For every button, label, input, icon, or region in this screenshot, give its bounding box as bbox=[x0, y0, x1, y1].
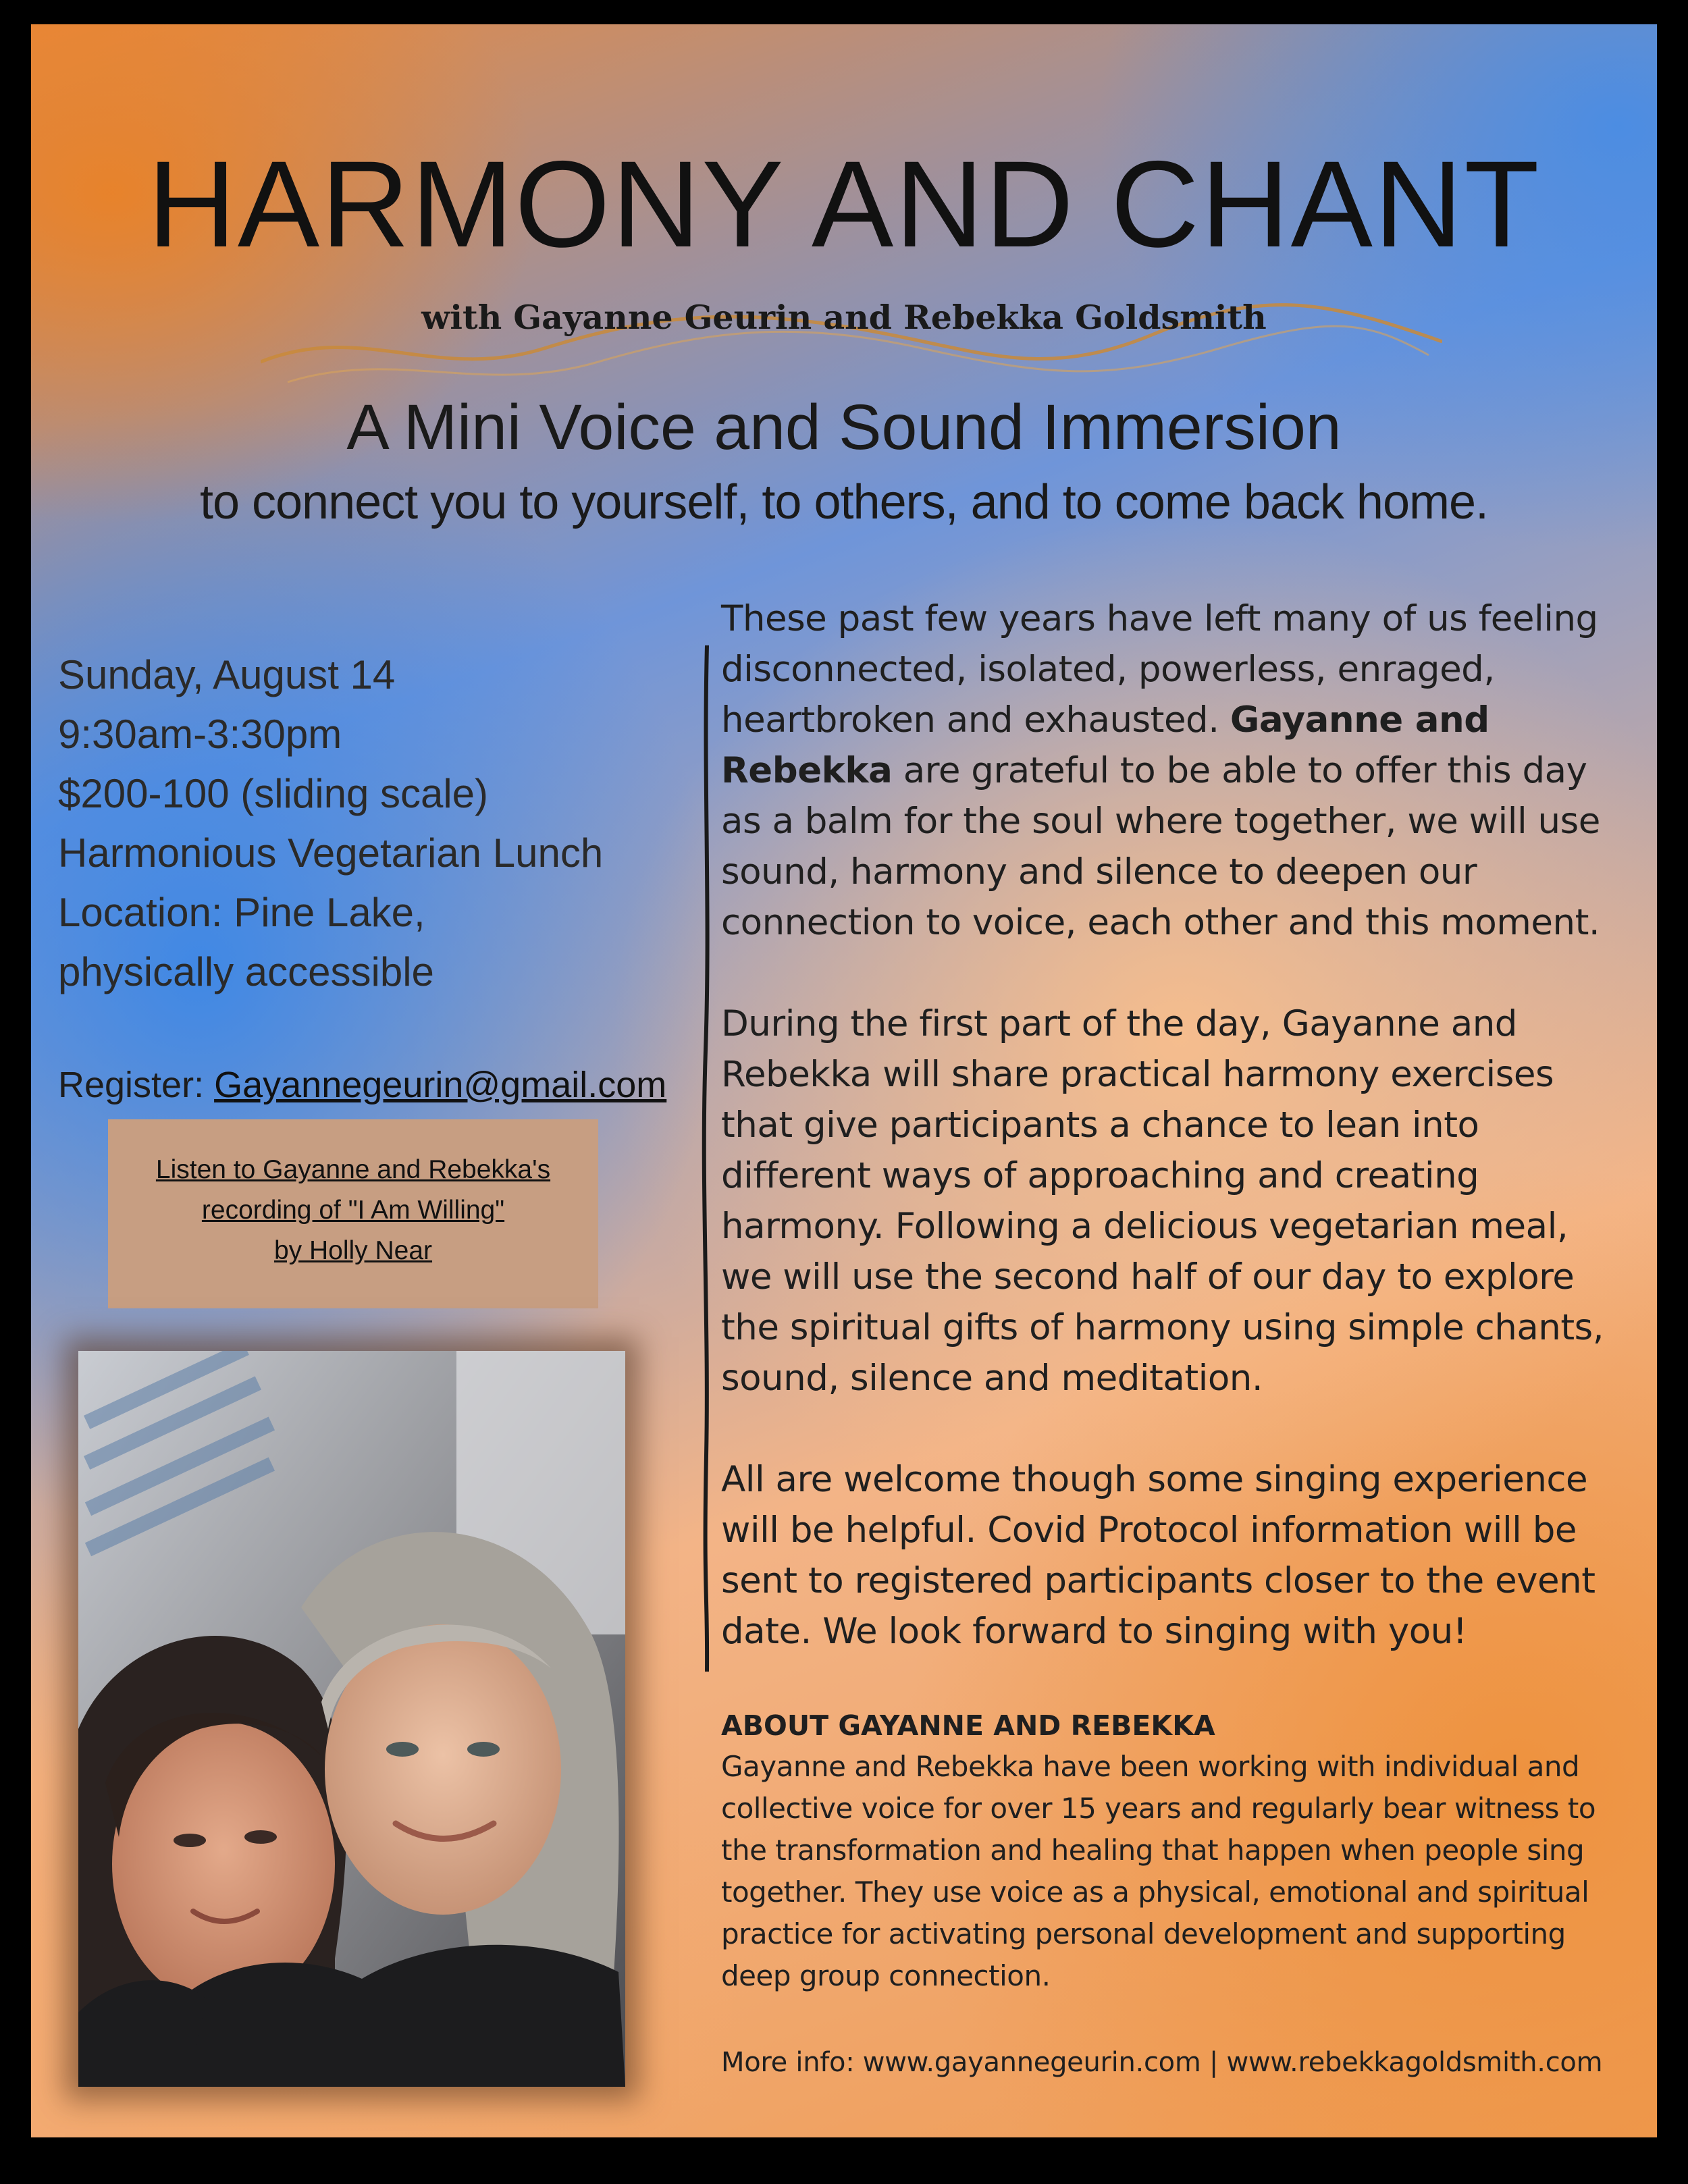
flyer-page bbox=[31, 24, 1657, 2137]
portrait-illustration bbox=[78, 1351, 625, 2087]
about-heading: ABOUT GAYANNE AND REBEKKA bbox=[721, 1709, 1215, 1742]
register-line bbox=[58, 1064, 666, 1106]
listen-box bbox=[108, 1119, 598, 1308]
event-price: $200-100 (sliding scale) bbox=[58, 771, 489, 816]
register-email-link[interactable]: Gayannegeurin@gmail.com bbox=[214, 1065, 667, 1105]
description-bold-names: Gayanne and Rebekka bbox=[721, 699, 1489, 791]
listen-line-1: Listen to Gayanne and Rebekka's bbox=[155, 1155, 551, 1184]
portrait-photo bbox=[78, 1351, 625, 2087]
event-time: 9:30am-3:30pm bbox=[58, 712, 342, 757]
listen-line-3: by Holly Near bbox=[273, 1236, 433, 1265]
more-info: More info: www.gayannegeurin.com | www.rebekkagoldsmith.com bbox=[721, 2047, 1603, 2078]
description-paragraph-1: These past few years have left many of us feeling disconnected, isolated, powerless, enraged, heartbroken and exhausted. Gayanne and Rebekka are grateful to be able to offer this day as a balm for the soul where together, we will use sound, harmony and silence to deepen our connection to voice, each other and this moment. bbox=[721, 598, 1600, 943]
description-paragraph-2: During the first part of the day, Gayanne and Rebekka will share practical harmony exercises that give participants a chance to lean into different ways of approaching and creating harmony. Following a delicious vegetarian meal, we will use the second half of our day to explore the spiritual gifts of harmony using simple chants, sound, silence and meditation. bbox=[721, 1003, 1604, 1399]
byline: with Gayanne Geurin and Rebekka Goldsmith bbox=[421, 298, 1267, 337]
event-location: Location: Pine Lake, bbox=[58, 890, 425, 935]
about-body: Gayanne and Rebekka have been working with individual and collective voice for over 15 years and regularly bear witness to the transformation and healing that happen when people sing together. They use voice as a physical, emotional and spiritual practice for activating personal development and supporting deep group connection. bbox=[721, 1750, 1596, 1992]
event-details bbox=[58, 645, 700, 1002]
subtitle: A Mini Voice and Sound Immersion bbox=[346, 392, 1342, 463]
page-title: HARMONY AND CHANT bbox=[147, 135, 1541, 273]
tagline: to connect you to yourself, to others, and to come back home. bbox=[199, 475, 1489, 529]
description bbox=[721, 593, 1626, 1707]
event-accessibility: physically accessible bbox=[58, 949, 434, 994]
listen-line-2: recording of "I Am Willing" bbox=[201, 1196, 505, 1225]
description-paragraph-3: All are welcome though some singing experience will be helpful. Covid Protocol information will be sent to registered participants closer to the event date. We look forward to singing with you! bbox=[721, 1459, 1595, 1652]
vertical-divider bbox=[697, 645, 717, 1672]
register-label: Register: bbox=[58, 1065, 215, 1105]
event-date: Sunday, August 14 bbox=[58, 652, 396, 697]
listen-link[interactable] bbox=[156, 1155, 550, 1265]
about-section bbox=[721, 1705, 1639, 1997]
event-lunch: Harmonious Vegetarian Lunch bbox=[58, 830, 604, 876]
